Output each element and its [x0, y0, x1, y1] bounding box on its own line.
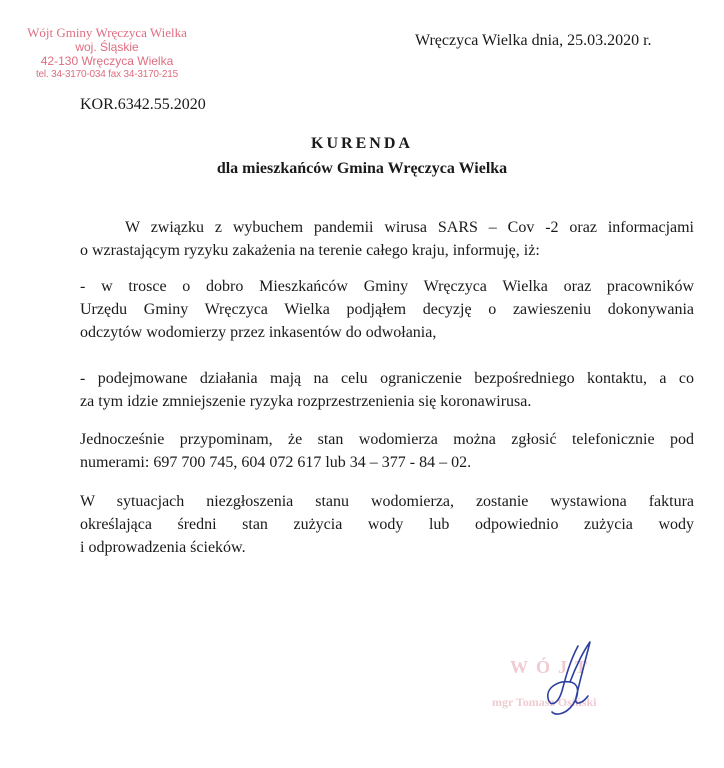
stamp-line-office: Wójt Gminy Wręczyca Wielka — [27, 25, 187, 40]
document-subtitle: dla mieszkańców Gmina Wręczyca Wielka — [216, 160, 508, 177]
paragraph-line: - w trosce o dobro Mieszkańców Gminy Wręczyca Wielka oraz pracowników — [80, 278, 694, 295]
stamp-line-address: 42-130 Wręczyca Wielka — [40, 54, 174, 68]
paragraph-line: numerami: 697 700 745, 604 072 617 lub 34 – 377 - 84 – 02. — [80, 454, 472, 471]
paragraph-line: i odprowadzenia ścieków. — [80, 539, 246, 556]
paragraph-line: odczytów wodomierzy przez inkasentów do odwołania, — [80, 324, 437, 341]
paragraph-line: - podejmowane działania mają na celu ograniczenie bezpośredniego kontaktu, a co — [80, 370, 694, 387]
handwritten-signature — [540, 636, 610, 726]
signature-stamp-role: WÓJT — [510, 657, 596, 677]
paragraph-intro — [80, 216, 694, 262]
paragraph-line: Jednocześnie przypominam, że stan wodomierza można zgłosić telefonicznie pod — [80, 431, 694, 448]
paragraph-line: W sytuacjach niezgłoszenia stanu wodomierza, zostanie wystawiona faktura — [80, 493, 694, 510]
document-title: KURENDA — [311, 135, 413, 152]
paragraph-line: określająca średni stan zużycia wody lub odpowiednio zużycia wody — [80, 516, 694, 533]
paragraph-line: za tym idzie zmniejszenie ryzyka rozprzestrzenienia się koronawirusa. — [80, 393, 532, 410]
paragraph-invoice — [80, 490, 694, 559]
place-and-date: Wręczyca Wielka dnia, 25.03.2020 r. — [415, 32, 652, 49]
office-stamp — [12, 26, 202, 82]
paragraph-line: W związku z wybuchem pandemii wirusa SARS – Cov -2 oraz informacjami — [125, 219, 694, 236]
paragraph-purpose — [80, 367, 694, 413]
stamp-line-phone: tel. 34-3170-034 fax 34-3170-215 — [35, 69, 179, 80]
paragraph-line: o wzrastającym ryzyku zakażenia na terenie całego kraju, informuję, iż: — [80, 242, 540, 259]
paragraph-line: Urzędu Gminy Wręczyca Wielka podjąłem decyzję o zawieszeniu dokonywania — [80, 301, 694, 318]
signature-stamp-name: mgr Tomasz Osiński — [492, 695, 597, 709]
stamp-line-voivodeship: woj. Śląskie — [75, 40, 139, 54]
reference-number: KOR.6342.55.2020 — [80, 96, 206, 113]
paragraph-phone-numbers — [80, 428, 694, 474]
paragraph-suspension — [80, 275, 694, 344]
